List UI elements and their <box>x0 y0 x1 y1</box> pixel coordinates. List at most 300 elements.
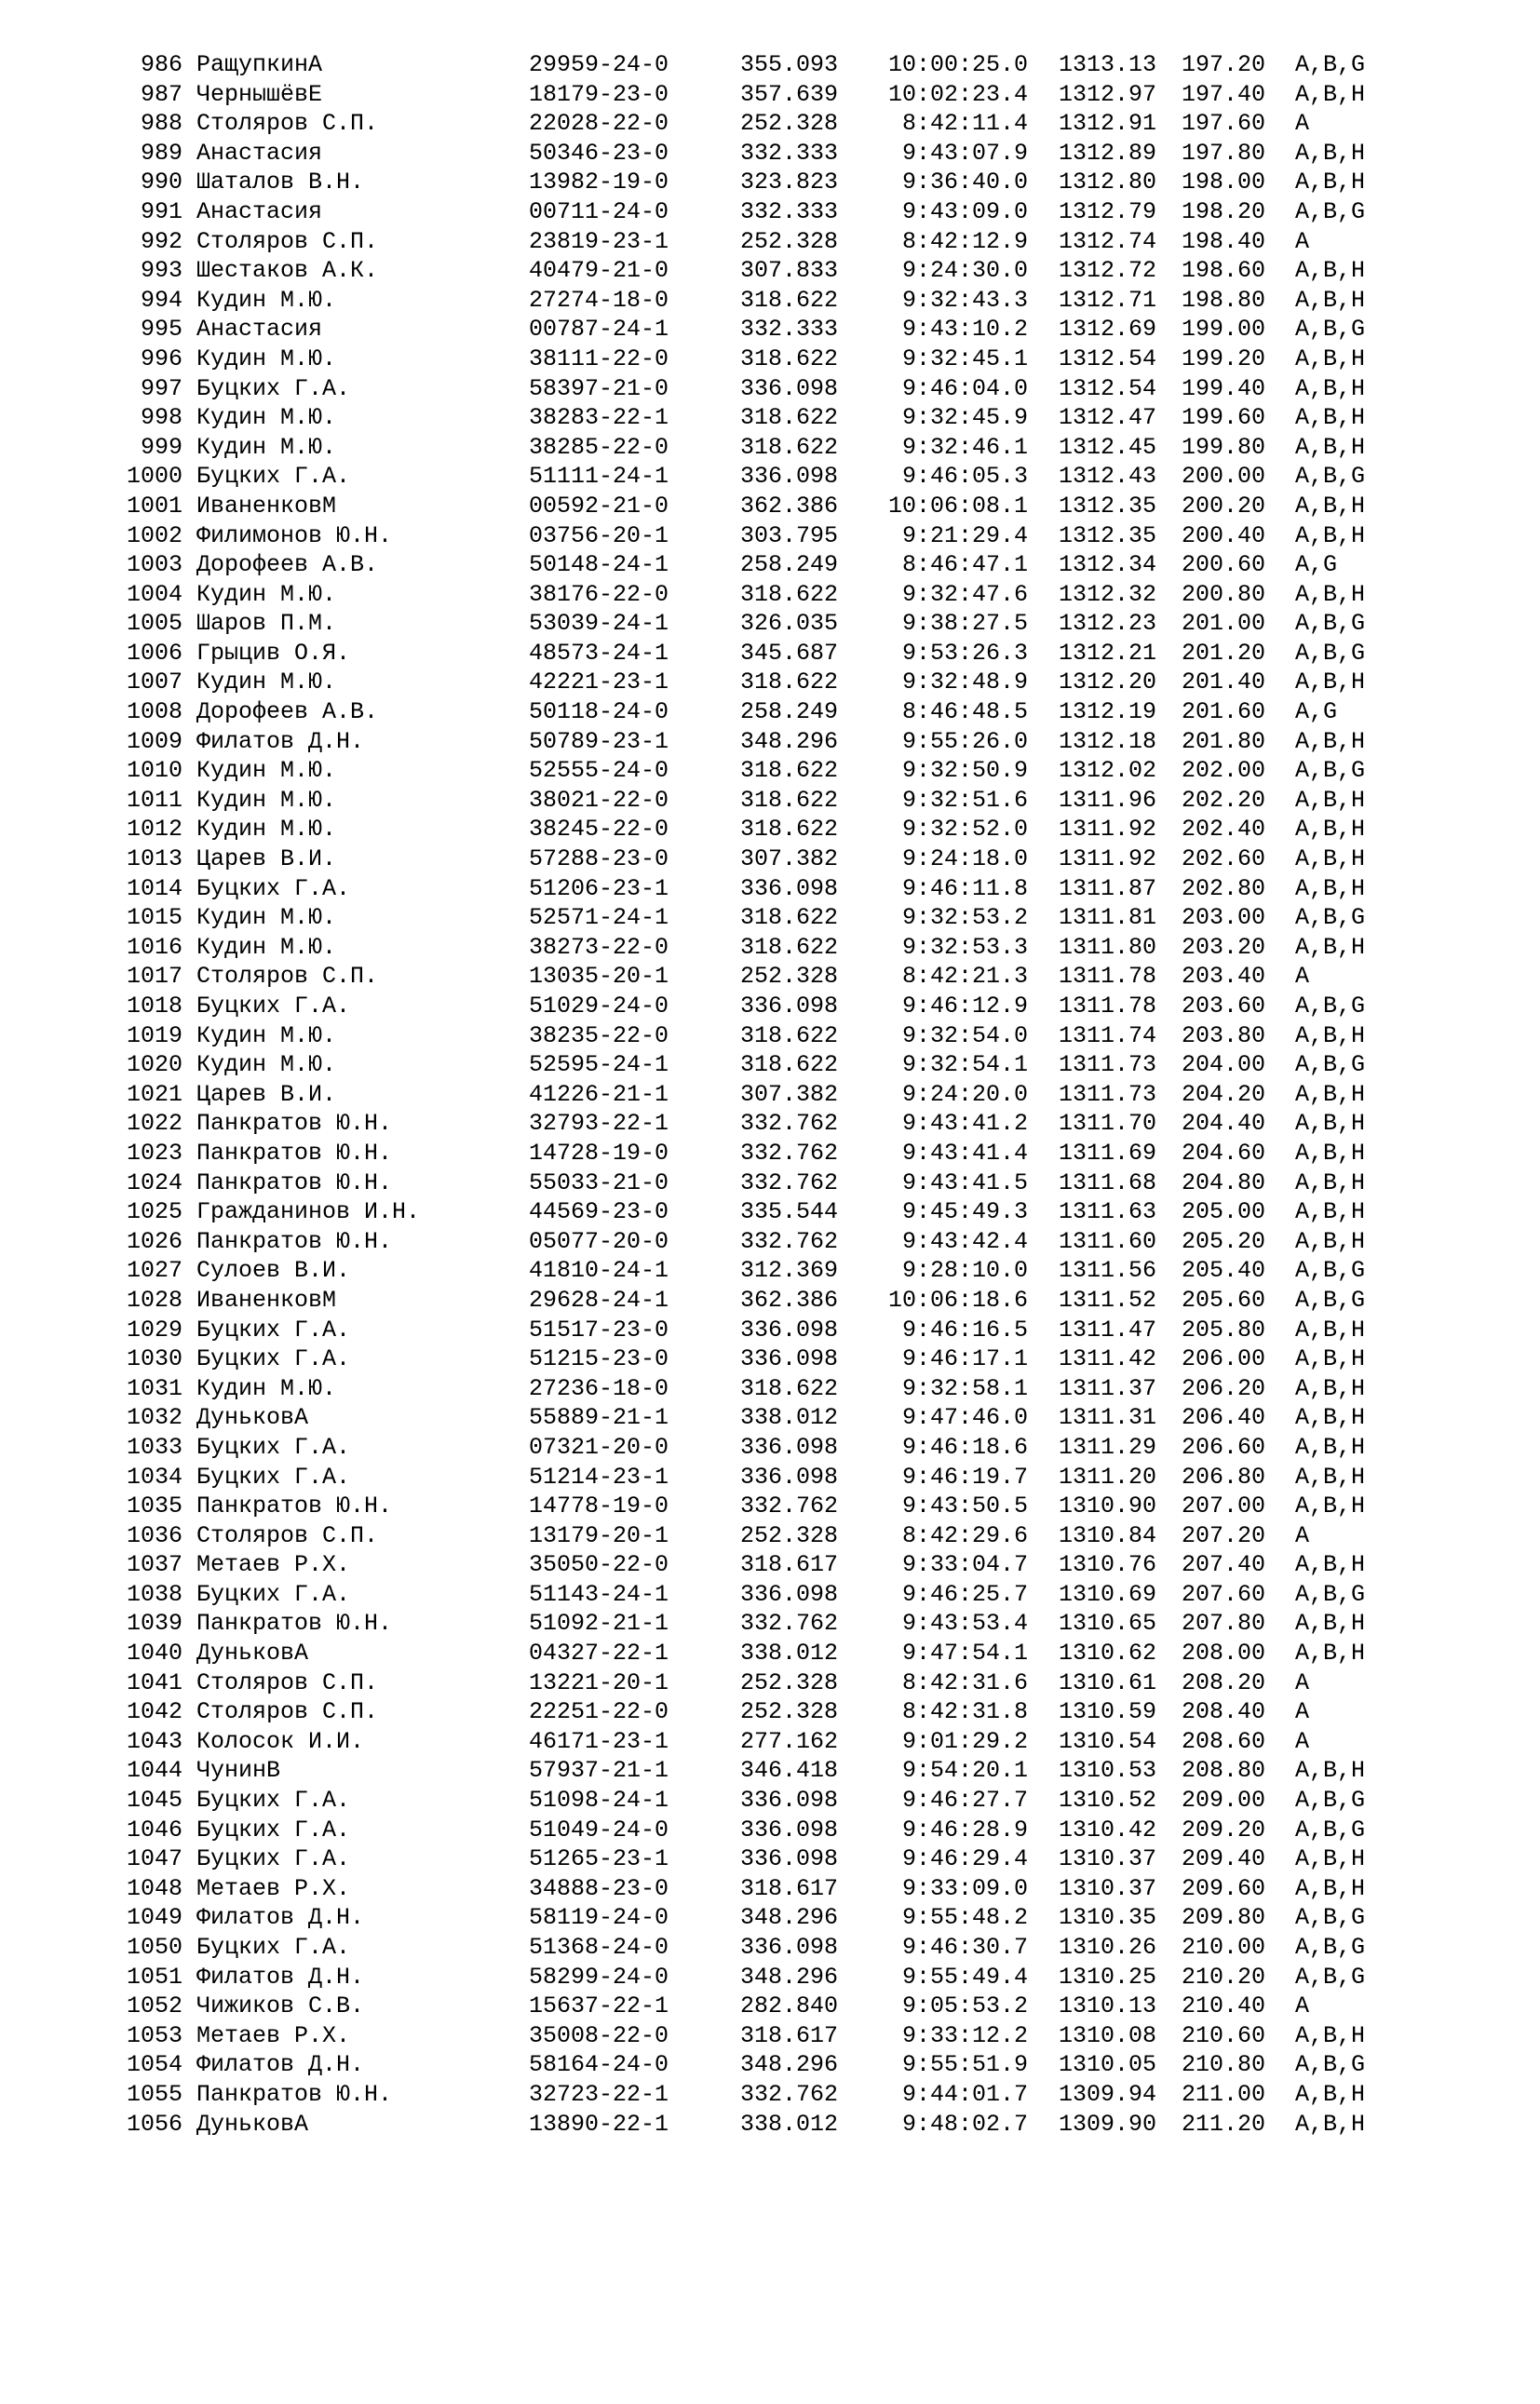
name-cell: Буцких Г.А. <box>196 874 351 902</box>
categories-cell: A,B,H <box>1295 2080 1366 2108</box>
table-row <box>0 697 1540 727</box>
distance-cell: 318.622 <box>740 757 839 785</box>
distance-cell: 362.386 <box>740 492 839 520</box>
distance-cell: 336.098 <box>740 993 839 1020</box>
categories-cell: A,B,G <box>1295 1963 1366 1991</box>
place-cell: 1036 <box>126 1521 182 1549</box>
coefficient-cell: 201.00 <box>1182 610 1266 638</box>
place-cell: 1017 <box>126 963 182 991</box>
time-cell: 9:46:04.0 <box>901 374 1028 402</box>
distance-cell: 336.098 <box>740 1316 839 1344</box>
table-row <box>0 1697 1540 1727</box>
table-row <box>0 1080 1540 1110</box>
place-cell: 1010 <box>126 757 182 785</box>
speed-cell: 1312.35 <box>1059 492 1157 520</box>
ring-cell: 50118-24-0 <box>529 698 669 726</box>
coefficient-cell: 205.80 <box>1182 1316 1266 1344</box>
time-cell: 9:47:46.0 <box>901 1404 1028 1432</box>
coefficient-cell: 198.00 <box>1182 169 1266 196</box>
categories-cell: A,B,G <box>1295 1934 1366 1961</box>
time-cell: 10:06:08.1 <box>887 492 1028 520</box>
distance-cell: 303.795 <box>740 521 839 549</box>
speed-cell: 1311.74 <box>1059 1021 1157 1049</box>
place-cell: 1039 <box>126 1610 182 1638</box>
table-row <box>0 168 1540 197</box>
time-cell: 9:24:18.0 <box>901 845 1028 873</box>
table-row <box>0 874 1540 904</box>
name-cell: Шаталов В.Н. <box>196 169 365 196</box>
speed-cell: 1311.52 <box>1059 1286 1157 1314</box>
table-row <box>0 1609 1540 1639</box>
place-cell: 1013 <box>126 845 182 873</box>
speed-cell: 1311.70 <box>1059 1110 1157 1138</box>
ring-cell: 15637-22-1 <box>529 1992 669 2020</box>
coefficient-cell: 207.80 <box>1182 1610 1266 1638</box>
table-row <box>0 403 1540 433</box>
table-row <box>0 197 1540 227</box>
table-row <box>0 1933 1540 1963</box>
name-cell: Кудин М.Ю. <box>196 286 337 314</box>
speed-cell: 1310.05 <box>1059 2051 1157 2079</box>
place-cell: 1014 <box>126 874 182 902</box>
speed-cell: 1310.54 <box>1059 1727 1157 1755</box>
name-cell: Кудин М.Ю. <box>196 904 337 932</box>
time-cell: 9:46:05.3 <box>901 463 1028 491</box>
table-row <box>0 315 1540 344</box>
coefficient-cell: 207.60 <box>1182 1580 1266 1608</box>
categories-cell: A,B,H <box>1295 1139 1366 1167</box>
categories-cell: A,B,H <box>1295 139 1366 167</box>
name-cell: Панкратов Ю.Н. <box>196 1227 393 1255</box>
coefficient-cell: 209.20 <box>1182 1816 1266 1844</box>
table-row <box>0 139 1540 169</box>
ring-cell: 51517-23-0 <box>529 1316 669 1344</box>
categories-cell: A,B,H <box>1295 1345 1366 1373</box>
ring-cell: 58397-21-0 <box>529 374 669 402</box>
distance-cell: 318.622 <box>740 404 839 432</box>
table-row <box>0 344 1540 374</box>
place-cell: 1020 <box>126 1051 182 1079</box>
name-cell: Буцких Г.А. <box>196 1316 351 1344</box>
place-cell: 986 <box>140 51 182 78</box>
distance-cell: 312.369 <box>740 1257 839 1285</box>
name-cell: Кудин М.Ю. <box>196 933 337 961</box>
categories-cell: A <box>1295 1992 1310 2020</box>
ring-cell: 51098-24-1 <box>529 1787 669 1815</box>
time-cell: 8:42:21.3 <box>901 963 1028 991</box>
table-row <box>0 1963 1540 1992</box>
categories-cell: A,B,H <box>1295 727 1366 755</box>
time-cell: 9:46:19.7 <box>901 1463 1028 1491</box>
speed-cell: 1310.42 <box>1059 1816 1157 1844</box>
distance-cell: 332.762 <box>740 1492 839 1520</box>
distance-cell: 355.093 <box>740 51 839 78</box>
speed-cell: 1312.80 <box>1059 169 1157 196</box>
name-cell: Буцких Г.А. <box>196 1845 351 1873</box>
time-cell: 9:32:43.3 <box>901 286 1028 314</box>
categories-cell: A <box>1295 227 1310 255</box>
categories-cell: A,B,H <box>1295 1198 1366 1226</box>
distance-cell: 336.098 <box>740 1934 839 1961</box>
speed-cell: 1311.31 <box>1059 1404 1157 1432</box>
distance-cell: 348.296 <box>740 2051 839 2079</box>
speed-cell: 1312.23 <box>1059 610 1157 638</box>
ring-cell: 38245-22-0 <box>529 816 669 844</box>
distance-cell: 318.617 <box>740 2021 839 2049</box>
table-row <box>0 1550 1540 1580</box>
table-row <box>0 844 1540 874</box>
table-row <box>0 286 1540 316</box>
distance-cell: 318.622 <box>740 433 839 461</box>
coefficient-cell: 208.80 <box>1182 1757 1266 1785</box>
coefficient-cell: 204.00 <box>1182 1051 1266 1079</box>
name-cell: Кудин М.Ю. <box>196 1374 337 1402</box>
ring-cell: 57937-21-1 <box>529 1757 669 1785</box>
speed-cell: 1310.76 <box>1059 1551 1157 1579</box>
ring-cell: 13179-20-1 <box>529 1521 669 1549</box>
speed-cell: 1311.78 <box>1059 993 1157 1020</box>
results-table <box>0 50 1540 2139</box>
categories-cell: A,B,G <box>1295 639 1366 667</box>
categories-cell: A,B,H <box>1295 1463 1366 1491</box>
distance-cell: 338.012 <box>740 1640 839 1668</box>
name-cell: Кудин М.Ю. <box>196 1021 337 1049</box>
table-row <box>0 1756 1540 1786</box>
speed-cell: 1311.92 <box>1059 845 1157 873</box>
name-cell: Кудин М.Ю. <box>196 344 337 372</box>
table-row <box>0 1021 1540 1051</box>
categories-cell: A <box>1295 1521 1310 1549</box>
distance-cell: 318.622 <box>740 669 839 696</box>
coefficient-cell: 211.20 <box>1182 2110 1266 2138</box>
table-row <box>0 1168 1540 1198</box>
speed-cell: 1311.60 <box>1059 1227 1157 1255</box>
coefficient-cell: 206.40 <box>1182 1404 1266 1432</box>
place-cell: 1027 <box>126 1257 182 1285</box>
speed-cell: 1312.43 <box>1059 463 1157 491</box>
table-row <box>0 550 1540 580</box>
place-cell: 1019 <box>126 1021 182 1049</box>
time-cell: 8:42:31.8 <box>901 1698 1028 1726</box>
table-row <box>0 1344 1540 1374</box>
categories-cell: A,B,H <box>1295 1227 1366 1255</box>
coefficient-cell: 200.20 <box>1182 492 1266 520</box>
name-cell: Колосок И.И. <box>196 1727 365 1755</box>
table-row <box>0 256 1540 286</box>
name-cell: Буцких Г.А. <box>196 374 351 402</box>
distance-cell: 318.622 <box>740 344 839 372</box>
speed-cell: 1310.26 <box>1059 1934 1157 1961</box>
time-cell: 9:05:53.2 <box>901 1992 1028 2020</box>
place-cell: 1011 <box>126 786 182 814</box>
table-row <box>0 109 1540 139</box>
place-cell: 996 <box>140 344 182 372</box>
ring-cell: 58119-24-0 <box>529 1904 669 1932</box>
table-row <box>0 1139 1540 1168</box>
table-row <box>0 50 1540 80</box>
distance-cell: 318.622 <box>740 816 839 844</box>
time-cell: 10:00:25.0 <box>887 51 1028 78</box>
place-cell: 1035 <box>126 1492 182 1520</box>
coefficient-cell: 210.80 <box>1182 2051 1266 2079</box>
distance-cell: 332.762 <box>740 1139 839 1167</box>
name-cell: Филатов Д.Н. <box>196 1963 365 1991</box>
ring-cell: 38235-22-0 <box>529 1021 669 1049</box>
categories-cell: A,B,H <box>1295 874 1366 902</box>
place-cell: 999 <box>140 433 182 461</box>
table-row <box>0 80 1540 110</box>
table-row <box>0 1521 1540 1551</box>
table-row <box>0 727 1540 757</box>
categories-cell: A <box>1295 110 1310 138</box>
place-cell: 1000 <box>126 463 182 491</box>
table-row <box>0 1374 1540 1404</box>
time-cell: 8:42:12.9 <box>901 227 1028 255</box>
table-row <box>0 2021 1540 2051</box>
place-cell: 1034 <box>126 1463 182 1491</box>
place-cell: 1012 <box>126 816 182 844</box>
ring-cell: 00787-24-1 <box>529 316 669 344</box>
categories-cell: A,B,H <box>1295 1316 1366 1344</box>
distance-cell: 362.386 <box>740 1286 839 1314</box>
ring-cell: 29628-24-1 <box>529 1286 669 1314</box>
ring-cell: 05077-20-0 <box>529 1227 669 1255</box>
speed-cell: 1312.20 <box>1059 669 1157 696</box>
ring-cell: 13035-20-1 <box>529 963 669 991</box>
name-cell: Буцких Г.А. <box>196 1463 351 1491</box>
ring-cell: 00592-21-0 <box>529 492 669 520</box>
categories-cell: A,B,H <box>1295 521 1366 549</box>
time-cell: 8:46:48.5 <box>901 698 1028 726</box>
time-cell: 9:46:11.8 <box>901 874 1028 902</box>
time-cell: 9:43:41.4 <box>901 1139 1028 1167</box>
place-cell: 1047 <box>126 1845 182 1873</box>
categories-cell: A,B,H <box>1295 669 1366 696</box>
distance-cell: 318.622 <box>740 1051 839 1079</box>
time-cell: 9:38:27.5 <box>901 610 1028 638</box>
categories-cell: A,B,H <box>1295 1492 1366 1520</box>
categories-cell: A,B,H <box>1295 1551 1366 1579</box>
place-cell: 997 <box>140 374 182 402</box>
place-cell: 994 <box>140 286 182 314</box>
speed-cell: 1311.29 <box>1059 1433 1157 1461</box>
place-cell: 1044 <box>126 1757 182 1785</box>
coefficient-cell: 198.80 <box>1182 286 1266 314</box>
name-cell: Кудин М.Ю. <box>196 669 337 696</box>
table-row <box>0 1580 1540 1610</box>
time-cell: 9:43:53.4 <box>901 1610 1028 1638</box>
distance-cell: 332.762 <box>740 1227 839 1255</box>
time-cell: 9:46:16.5 <box>901 1316 1028 1344</box>
coefficient-cell: 203.00 <box>1182 904 1266 932</box>
coefficient-cell: 205.60 <box>1182 1286 1266 1314</box>
ring-cell: 38176-22-0 <box>529 580 669 608</box>
place-cell: 1055 <box>126 2080 182 2108</box>
coefficient-cell: 197.40 <box>1182 80 1266 108</box>
place-cell: 1025 <box>126 1198 182 1226</box>
place-cell: 1046 <box>126 1816 182 1844</box>
speed-cell: 1310.35 <box>1059 1904 1157 1932</box>
place-cell: 1041 <box>126 1668 182 1696</box>
time-cell: 9:46:30.7 <box>901 1934 1028 1961</box>
ring-cell: 14778-19-0 <box>529 1492 669 1520</box>
distance-cell: 318.622 <box>740 580 839 608</box>
coefficient-cell: 201.40 <box>1182 669 1266 696</box>
speed-cell: 1311.20 <box>1059 1463 1157 1491</box>
categories-cell: A,B,H <box>1295 1168 1366 1196</box>
name-cell: Дорофеев А.В. <box>196 698 379 726</box>
categories-cell: A,B,H <box>1295 404 1366 432</box>
time-cell: 9:32:45.9 <box>901 404 1028 432</box>
categories-cell: A,B,H <box>1295 1874 1366 1902</box>
speed-cell: 1309.90 <box>1059 2110 1157 2138</box>
name-cell: Кудин М.Ю. <box>196 433 337 461</box>
time-cell: 9:46:28.9 <box>901 1816 1028 1844</box>
speed-cell: 1310.62 <box>1059 1640 1157 1668</box>
ring-cell: 27236-18-0 <box>529 1374 669 1402</box>
coefficient-cell: 208.60 <box>1182 1727 1266 1755</box>
distance-cell: 338.012 <box>740 1404 839 1432</box>
distance-cell: 332.762 <box>740 1168 839 1196</box>
distance-cell: 318.617 <box>740 1551 839 1579</box>
coefficient-cell: 197.60 <box>1182 110 1266 138</box>
coefficient-cell: 209.00 <box>1182 1787 1266 1815</box>
speed-cell: 1311.81 <box>1059 904 1157 932</box>
table-row <box>0 1492 1540 1521</box>
speed-cell: 1312.35 <box>1059 521 1157 549</box>
ring-cell: 13982-19-0 <box>529 169 669 196</box>
distance-cell: 335.544 <box>740 1198 839 1226</box>
place-cell: 1037 <box>126 1551 182 1579</box>
categories-cell: A,B,G <box>1295 1816 1366 1844</box>
ring-cell: 52595-24-1 <box>529 1051 669 1079</box>
name-cell: Метаев Р.Х. <box>196 1874 351 1902</box>
speed-cell: 1312.91 <box>1059 110 1157 138</box>
speed-cell: 1312.32 <box>1059 580 1157 608</box>
distance-cell: 348.296 <box>740 1963 839 1991</box>
place-cell: 1001 <box>126 492 182 520</box>
speed-cell: 1312.45 <box>1059 433 1157 461</box>
name-cell: Буцких Г.А. <box>196 993 351 1020</box>
time-cell: 9:55:48.2 <box>901 1904 1028 1932</box>
ring-cell: 32793-22-1 <box>529 1110 669 1138</box>
name-cell: Столяров С.П. <box>196 1698 379 1726</box>
time-cell: 9:32:47.6 <box>901 580 1028 608</box>
time-cell: 8:42:31.6 <box>901 1668 1028 1696</box>
time-cell: 9:55:51.9 <box>901 2051 1028 2079</box>
place-cell: 1026 <box>126 1227 182 1255</box>
distance-cell: 346.418 <box>740 1757 839 1785</box>
name-cell: Кудин М.Ю. <box>196 757 337 785</box>
time-cell: 9:32:48.9 <box>901 669 1028 696</box>
place-cell: 995 <box>140 316 182 344</box>
speed-cell: 1310.25 <box>1059 1963 1157 1991</box>
time-cell: 10:02:23.4 <box>887 80 1028 108</box>
table-row <box>0 580 1540 610</box>
name-cell: Панкратов Ю.Н. <box>196 1110 393 1138</box>
name-cell: Кудин М.Ю. <box>196 1051 337 1079</box>
name-cell: Буцких Г.А. <box>196 1433 351 1461</box>
place-cell: 1009 <box>126 727 182 755</box>
table-row <box>0 609 1540 639</box>
distance-cell: 307.833 <box>740 257 839 285</box>
table-row <box>0 1463 1540 1492</box>
coefficient-cell: 202.40 <box>1182 816 1266 844</box>
ring-cell: 04327-22-1 <box>529 1640 669 1668</box>
categories-cell: A,G <box>1295 551 1338 579</box>
speed-cell: 1312.72 <box>1059 257 1157 285</box>
time-cell: 8:42:11.4 <box>901 110 1028 138</box>
categories-cell: A,B,G <box>1295 1286 1366 1314</box>
categories-cell: A <box>1295 1668 1310 1696</box>
place-cell: 1028 <box>126 1286 182 1314</box>
name-cell: Сулоев В.И. <box>196 1257 351 1285</box>
table-row <box>0 1903 1540 1933</box>
name-cell: Филатов Д.Н. <box>196 727 365 755</box>
place-cell: 1021 <box>126 1080 182 1108</box>
table-row <box>0 1668 1540 1698</box>
table-row <box>0 1727 1540 1757</box>
time-cell: 9:43:41.5 <box>901 1168 1028 1196</box>
name-cell: Панкратов Ю.Н. <box>196 2080 393 2108</box>
time-cell: 9:33:12.2 <box>901 2021 1028 2049</box>
categories-cell: A <box>1295 1727 1310 1755</box>
speed-cell: 1311.96 <box>1059 786 1157 814</box>
name-cell: Царев В.И. <box>196 1080 337 1108</box>
table-row <box>0 786 1540 816</box>
ring-cell: 38283-22-1 <box>529 404 669 432</box>
name-cell: Кудин М.Ю. <box>196 786 337 814</box>
categories-cell: A,B,G <box>1295 463 1366 491</box>
categories-cell: A,B,H <box>1295 433 1366 461</box>
ring-cell: 27274-18-0 <box>529 286 669 314</box>
time-cell: 9:47:54.1 <box>901 1640 1028 1668</box>
table-row <box>0 1286 1540 1316</box>
distance-cell: 307.382 <box>740 845 839 873</box>
ring-cell: 52571-24-1 <box>529 904 669 932</box>
table-row <box>0 1844 1540 1874</box>
speed-cell: 1312.19 <box>1059 698 1157 726</box>
coefficient-cell: 200.40 <box>1182 521 1266 549</box>
ring-cell: 53039-24-1 <box>529 610 669 638</box>
categories-cell: A,B,G <box>1295 1787 1366 1815</box>
name-cell: Дорофеев А.В. <box>196 551 379 579</box>
coefficient-cell: 210.20 <box>1182 1963 1266 1991</box>
distance-cell: 336.098 <box>740 1845 839 1873</box>
speed-cell: 1310.65 <box>1059 1610 1157 1638</box>
time-cell: 9:45:49.3 <box>901 1198 1028 1226</box>
categories-cell: A,B,H <box>1295 344 1366 372</box>
coefficient-cell: 206.80 <box>1182 1463 1266 1491</box>
speed-cell: 1312.89 <box>1059 139 1157 167</box>
ring-cell: 29959-24-0 <box>529 51 669 78</box>
table-row <box>0 1816 1540 1845</box>
time-cell: 9:46:12.9 <box>901 993 1028 1020</box>
coefficient-cell: 210.40 <box>1182 1992 1266 2020</box>
speed-cell: 1312.21 <box>1059 639 1157 667</box>
categories-cell: A,B,H <box>1295 1640 1366 1668</box>
distance-cell: 252.328 <box>740 1698 839 1726</box>
ring-cell: 35008-22-0 <box>529 2021 669 2049</box>
ring-cell: 41226-21-1 <box>529 1080 669 1108</box>
speed-cell: 1309.94 <box>1059 2080 1157 2108</box>
coefficient-cell: 200.60 <box>1182 551 1266 579</box>
name-cell: Анастасия <box>196 316 323 344</box>
table-row <box>0 492 1540 521</box>
coefficient-cell: 206.20 <box>1182 1374 1266 1402</box>
speed-cell: 1310.59 <box>1059 1698 1157 1726</box>
distance-cell: 252.328 <box>740 227 839 255</box>
